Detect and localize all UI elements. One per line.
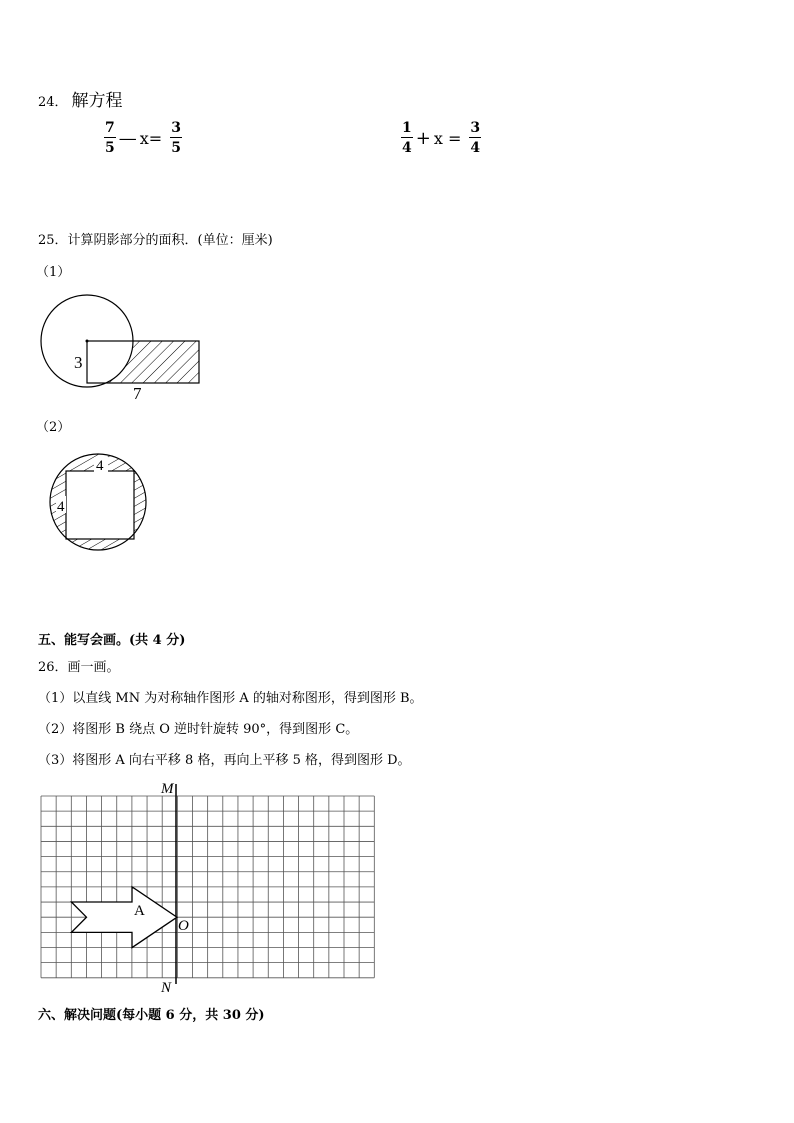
label-left: 4 [57, 499, 65, 515]
label-o: O [178, 918, 189, 934]
section5-heading: 五、能写会画。(共 4 分) [38, 633, 186, 648]
label-a: A [134, 903, 145, 919]
variable-x: x= [139, 128, 163, 148]
q26-item-2: （2）将图形 B 绕点 O 逆时针旋转 90°，得到图形 C。 [38, 722, 359, 737]
q24-number: 24． [38, 95, 68, 110]
label-height: 3 [74, 353, 83, 372]
equation-1 [104, 121, 182, 155]
figure-circle-rectangle [36, 286, 206, 406]
plus-sign: + [415, 127, 431, 149]
q25-part1-label: （1） [36, 265, 71, 280]
fraction-3-4: $\frac{3}{4}$ [470, 120, 481, 156]
fraction-1-4: $\frac{1}{4}$ [402, 120, 412, 156]
section6-heading: 六、解决问题(每小题 6 分，共 30 分) [38, 1008, 265, 1023]
q26-title: 26．画一画。 [38, 660, 120, 675]
grid [41, 796, 374, 978]
q26-item-1: （1）以直线 MN 为对称轴作图形 A 的轴对称图形，得到图形 B。 [38, 691, 423, 706]
figure-square-in-circle [46, 452, 158, 558]
variable-x: x = [433, 128, 462, 148]
label-width: 7 [133, 384, 142, 403]
fraction-3-5: $\frac{3}{5}$ [171, 120, 181, 156]
label-m: M [161, 781, 174, 797]
label-n: N [161, 980, 172, 996]
q25-title: 25．计算阴影部分的面积．(单位：厘米) [38, 233, 273, 248]
grid-figure [36, 778, 381, 996]
q24-heading [38, 86, 123, 111]
q25-part2-label: （2） [36, 420, 71, 435]
q26-item-3: （3）将图形 A 向右平移 8 格，再向上平移 5 格，得到图形 D。 [38, 753, 411, 768]
minus-sign: — [118, 127, 137, 149]
fraction-7-5: $\frac{7}{5}$ [105, 120, 115, 156]
shape-a [71, 887, 177, 948]
equation-2 [401, 121, 481, 155]
q24-title: 解方程 [71, 91, 123, 111]
label-top: 4 [96, 458, 104, 474]
